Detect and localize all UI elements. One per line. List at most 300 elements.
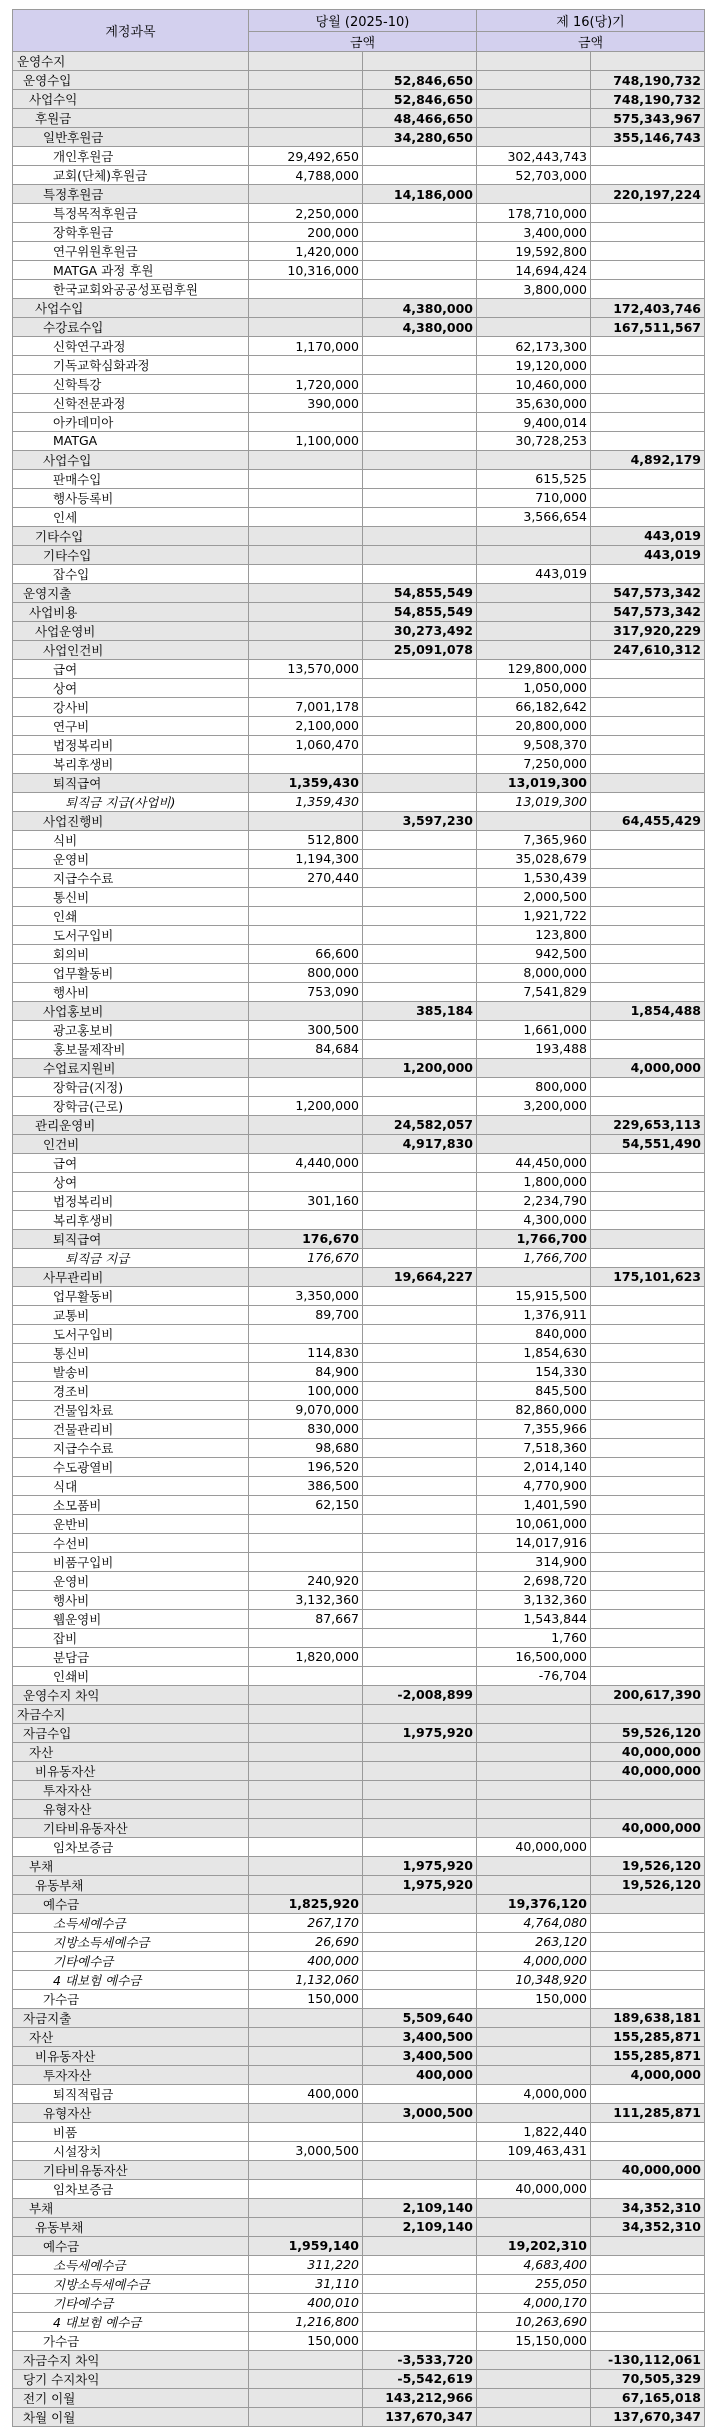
- row-label: 퇴직적립금: [13, 2084, 249, 2103]
- row-value-c4: [591, 280, 705, 299]
- row-value-c3: 2,014,140: [477, 1457, 591, 1476]
- row-label: 특정후원금: [13, 185, 249, 204]
- row-label: 장학후원금: [13, 223, 249, 242]
- row-label: 자금지출: [13, 2008, 249, 2027]
- row-value-c3: [477, 2008, 591, 2027]
- row-value-c3: 30,728,253: [477, 432, 591, 451]
- row-value-c1: [249, 185, 363, 204]
- row-value-c3: [477, 1115, 591, 1134]
- table-row: [13, 2198, 705, 2217]
- row-value-c1: 270,440: [249, 868, 363, 887]
- row-label: 사무관리비: [13, 1267, 249, 1286]
- row-value-c2: [363, 261, 477, 280]
- row-value-c4: [591, 1533, 705, 1552]
- row-value-c1: 89,700: [249, 1305, 363, 1324]
- row-value-c2: 3,400,500: [363, 2027, 477, 2046]
- table-row: [13, 2407, 705, 2426]
- row-value-c4: [591, 1590, 705, 1609]
- table-row: [13, 2122, 705, 2141]
- row-label: 자금수지 차익: [13, 2350, 249, 2369]
- row-value-c3: [477, 71, 591, 90]
- row-value-c4: [591, 469, 705, 488]
- row-value-c2: 48,466,650: [363, 109, 477, 128]
- row-value-c1: [249, 526, 363, 545]
- table-row: [13, 242, 705, 261]
- table-row: [13, 375, 705, 394]
- table-row: [13, 1400, 705, 1419]
- table-row: [13, 1894, 705, 1913]
- table-row: [13, 1343, 705, 1362]
- row-value-c3: 2,698,720: [477, 1571, 591, 1590]
- row-value-c2: [363, 564, 477, 583]
- table-row: [13, 2065, 705, 2084]
- row-value-c2: [363, 223, 477, 242]
- row-value-c2: [363, 1172, 477, 1191]
- row-label: 자금수입: [13, 1723, 249, 1742]
- row-value-c4: 155,285,871: [591, 2027, 705, 2046]
- table-row: [13, 1267, 705, 1286]
- table-row: [13, 2160, 705, 2179]
- row-label: 후원금: [13, 109, 249, 128]
- row-value-c3: 4,000,170: [477, 2293, 591, 2312]
- row-value-c3: 3,400,000: [477, 223, 591, 242]
- row-value-c4: [591, 1020, 705, 1039]
- row-value-c2: 3,400,500: [363, 2046, 477, 2065]
- row-value-c3: 7,541,829: [477, 982, 591, 1001]
- row-value-c4: 167,511,567: [591, 318, 705, 337]
- row-value-c4: [591, 564, 705, 583]
- row-value-c3: 1,766,700: [477, 1229, 591, 1248]
- row-value-c2: [363, 773, 477, 792]
- row-label: 업무활동비: [13, 1286, 249, 1305]
- row-label: 상여: [13, 678, 249, 697]
- row-value-c4: 34,352,310: [591, 2217, 705, 2236]
- row-value-c1: [249, 754, 363, 773]
- row-value-c2: [363, 432, 477, 451]
- row-value-c4: [591, 2141, 705, 2160]
- table-row: [13, 868, 705, 887]
- row-value-c4: 70,505,329: [591, 2369, 705, 2388]
- row-value-c3: 52,703,000: [477, 166, 591, 185]
- row-value-c2: 5,509,640: [363, 2008, 477, 2027]
- row-value-c1: [249, 488, 363, 507]
- row-value-c1: [249, 925, 363, 944]
- row-value-c2: [363, 1229, 477, 1248]
- row-value-c3: 263,120: [477, 1932, 591, 1951]
- row-label: 예수금: [13, 2236, 249, 2255]
- row-value-c2: [363, 2236, 477, 2255]
- row-value-c1: [249, 1115, 363, 1134]
- table-row: [13, 1552, 705, 1571]
- table-row: [13, 1704, 705, 1723]
- row-value-c2: [363, 1039, 477, 1058]
- row-value-c3: [477, 526, 591, 545]
- row-value-c3: 7,250,000: [477, 754, 591, 773]
- row-label: 가수금: [13, 2331, 249, 2350]
- row-value-c4: [591, 1780, 705, 1799]
- row-value-c1: [249, 356, 363, 375]
- row-value-c3: [477, 2369, 591, 2388]
- table-row: [13, 166, 705, 185]
- table-row: [13, 147, 705, 166]
- row-value-c2: [363, 526, 477, 545]
- row-label: 예수금: [13, 1894, 249, 1913]
- row-label: 법정복리비: [13, 735, 249, 754]
- row-value-c2: 52,846,650: [363, 90, 477, 109]
- row-value-c4: [591, 394, 705, 413]
- row-label: 소득세예수금: [13, 1913, 249, 1932]
- row-value-c3: [477, 2065, 591, 2084]
- row-value-c4: [591, 1153, 705, 1172]
- row-label: 기타비유동자산: [13, 1818, 249, 1837]
- row-label: 시설장치: [13, 2141, 249, 2160]
- row-value-c3: 193,488: [477, 1039, 591, 1058]
- row-value-c4: [591, 2084, 705, 2103]
- row-value-c1: 1,359,430: [249, 792, 363, 811]
- header-amount-previous: 금액: [477, 32, 705, 52]
- row-value-c2: [363, 1324, 477, 1343]
- row-value-c4: 175,101,623: [591, 1267, 705, 1286]
- table-row: [13, 1780, 705, 1799]
- row-label: 장학금(근로): [13, 1096, 249, 1115]
- row-label: 통신비: [13, 1343, 249, 1362]
- row-value-c2: 3,597,230: [363, 811, 477, 830]
- table-row: [13, 2255, 705, 2274]
- row-value-c4: 54,551,490: [591, 1134, 705, 1153]
- table-row: [13, 261, 705, 280]
- row-label: 개인후원금: [13, 147, 249, 166]
- table-row: [13, 887, 705, 906]
- row-value-c2: [363, 1951, 477, 1970]
- row-value-c3: [477, 1875, 591, 1894]
- row-value-c2: [363, 356, 477, 375]
- row-value-c4: 1,854,488: [591, 1001, 705, 1020]
- row-value-c1: [249, 1134, 363, 1153]
- table-row: [13, 223, 705, 242]
- row-label: 유형자산: [13, 2103, 249, 2122]
- table-row: [13, 2103, 705, 2122]
- table-row: [13, 1172, 705, 1191]
- row-value-c1: 4,788,000: [249, 166, 363, 185]
- row-value-c2: [363, 792, 477, 811]
- table-row: [13, 2331, 705, 2350]
- table-row: [13, 1495, 705, 1514]
- row-value-c1: 1,959,140: [249, 2236, 363, 2255]
- table-row: [13, 507, 705, 526]
- row-label: 인쇄: [13, 906, 249, 925]
- row-value-c2: [363, 1666, 477, 1685]
- row-value-c4: [591, 1400, 705, 1419]
- row-value-c4: 4,000,000: [591, 1058, 705, 1077]
- row-value-c1: [249, 90, 363, 109]
- row-value-c3: [477, 1799, 591, 1818]
- row-value-c4: [591, 1077, 705, 1096]
- row-label: 인세: [13, 507, 249, 526]
- row-value-c4: 4,892,179: [591, 450, 705, 469]
- row-value-c3: 443,019: [477, 564, 591, 583]
- table-row: [13, 2027, 705, 2046]
- table-row: [13, 2141, 705, 2160]
- row-label: 일반후원금: [13, 128, 249, 147]
- row-value-c2: [363, 1191, 477, 1210]
- table-row: [13, 2084, 705, 2103]
- row-label: 퇴직급여: [13, 1229, 249, 1248]
- row-value-c3: 20,800,000: [477, 716, 591, 735]
- row-value-c1: [249, 450, 363, 469]
- row-value-c2: [363, 2274, 477, 2293]
- row-value-c1: 26,690: [249, 1932, 363, 1951]
- row-label: 기타예수금: [13, 1951, 249, 1970]
- row-label: 유형자산: [13, 1799, 249, 1818]
- row-value-c4: [591, 830, 705, 849]
- table-row: [13, 1628, 705, 1647]
- row-value-c1: 301,160: [249, 1191, 363, 1210]
- table-row: [13, 450, 705, 469]
- row-label: 투자자산: [13, 2065, 249, 2084]
- row-label: 급여: [13, 659, 249, 678]
- row-value-c3: 62,173,300: [477, 337, 591, 356]
- row-value-c3: 13,019,300: [477, 773, 591, 792]
- row-label: 업무활동비: [13, 963, 249, 982]
- row-value-c3: 10,348,920: [477, 1970, 591, 1989]
- row-label: 차월 이월: [13, 2407, 249, 2426]
- row-value-c2: [363, 1495, 477, 1514]
- row-value-c3: 15,915,500: [477, 1286, 591, 1305]
- row-value-c4: [591, 1609, 705, 1628]
- row-value-c2: 400,000: [363, 2065, 477, 2084]
- row-value-c2: [363, 1780, 477, 1799]
- row-value-c2: [363, 1457, 477, 1476]
- row-value-c1: [249, 1210, 363, 1229]
- row-value-c2: [363, 450, 477, 469]
- row-value-c2: [363, 1381, 477, 1400]
- table-row: [13, 659, 705, 678]
- row-value-c4: 40,000,000: [591, 1742, 705, 1761]
- row-value-c1: [249, 280, 363, 299]
- row-value-c1: [249, 52, 363, 71]
- row-value-c3: 35,028,679: [477, 849, 591, 868]
- row-value-c2: [363, 1571, 477, 1590]
- row-value-c3: 845,500: [477, 1381, 591, 1400]
- table-row: [13, 1457, 705, 1476]
- table-row: [13, 1381, 705, 1400]
- table-row: [13, 1989, 705, 2008]
- row-value-c4: [591, 337, 705, 356]
- row-value-c4: 19,526,120: [591, 1856, 705, 1875]
- row-value-c3: 10,061,000: [477, 1514, 591, 1533]
- row-label: 발송비: [13, 1362, 249, 1381]
- row-value-c2: [363, 488, 477, 507]
- row-value-c4: 355,146,743: [591, 128, 705, 147]
- row-value-c4: [591, 2293, 705, 2312]
- row-value-c3: [477, 2407, 591, 2426]
- row-value-c3: 1,760: [477, 1628, 591, 1647]
- row-label: 기독교학심화과정: [13, 356, 249, 375]
- row-value-c4: 229,653,113: [591, 1115, 705, 1134]
- row-value-c1: 150,000: [249, 2331, 363, 2350]
- row-value-c3: 1,822,440: [477, 2122, 591, 2141]
- row-label: 사업홍보비: [13, 1001, 249, 1020]
- row-value-c4: [591, 223, 705, 242]
- row-value-c1: 84,684: [249, 1039, 363, 1058]
- row-value-c3: [477, 2388, 591, 2407]
- row-value-c3: 4,300,000: [477, 1210, 591, 1229]
- row-value-c1: [249, 1818, 363, 1837]
- row-value-c1: 390,000: [249, 394, 363, 413]
- row-value-c4: [591, 2236, 705, 2255]
- row-label: 신학전문과정: [13, 394, 249, 413]
- table-row: [13, 640, 705, 659]
- row-value-c2: [363, 147, 477, 166]
- table-row: [13, 1191, 705, 1210]
- row-value-c3: [477, 1780, 591, 1799]
- row-label: 지급수수료: [13, 1438, 249, 1457]
- row-value-c4: [591, 1248, 705, 1267]
- row-value-c3: 800,000: [477, 1077, 591, 1096]
- row-label: 식대: [13, 1476, 249, 1495]
- row-label: 유동부채: [13, 1875, 249, 1894]
- row-label: 신학연구과정: [13, 337, 249, 356]
- row-value-c3: 4,764,080: [477, 1913, 591, 1932]
- row-value-c2: [363, 52, 477, 71]
- row-value-c4: [591, 432, 705, 451]
- row-value-c2: [363, 337, 477, 356]
- row-value-c2: [363, 1989, 477, 2008]
- row-value-c4: 59,526,120: [591, 1723, 705, 1742]
- row-value-c1: [249, 1742, 363, 1761]
- row-value-c2: [363, 2179, 477, 2198]
- row-value-c3: [477, 602, 591, 621]
- table-row: [13, 773, 705, 792]
- row-label: 웹운영비: [13, 1609, 249, 1628]
- table-row: [13, 1856, 705, 1875]
- row-label: 급여: [13, 1153, 249, 1172]
- row-value-c4: 575,343,967: [591, 109, 705, 128]
- row-value-c2: [363, 1932, 477, 1951]
- row-value-c2: [363, 413, 477, 432]
- row-value-c1: [249, 1704, 363, 1723]
- row-value-c4: 34,352,310: [591, 2198, 705, 2217]
- row-label: 수도광열비: [13, 1457, 249, 1476]
- row-value-c1: 800,000: [249, 963, 363, 982]
- row-label: 퇴직금 지급(사업비): [13, 792, 249, 811]
- row-label: 투자자산: [13, 1780, 249, 1799]
- row-value-c2: [363, 1362, 477, 1381]
- row-value-c1: [249, 2065, 363, 2084]
- row-value-c3: 19,202,310: [477, 2236, 591, 2255]
- table-row: [13, 488, 705, 507]
- row-value-c4: 40,000,000: [591, 1761, 705, 1780]
- row-value-c3: 710,000: [477, 488, 591, 507]
- row-value-c1: 267,170: [249, 1913, 363, 1932]
- row-value-c4: [591, 52, 705, 71]
- row-value-c3: [477, 2350, 591, 2369]
- row-value-c1: 9,070,000: [249, 1400, 363, 1419]
- row-value-c4: [591, 147, 705, 166]
- table-row: [13, 2217, 705, 2236]
- row-label: 경조비: [13, 1381, 249, 1400]
- row-value-c1: 10,316,000: [249, 261, 363, 280]
- row-value-c4: [591, 507, 705, 526]
- row-value-c2: [363, 1913, 477, 1932]
- row-label: 임차보증금: [13, 1837, 249, 1856]
- row-value-c1: [249, 469, 363, 488]
- table-row: [13, 52, 705, 71]
- row-value-c2: 137,670,347: [363, 2407, 477, 2426]
- table-row: [13, 811, 705, 830]
- row-value-c3: 4,770,900: [477, 1476, 591, 1495]
- row-value-c2: [363, 1837, 477, 1856]
- row-value-c1: [249, 602, 363, 621]
- row-value-c2: [363, 1305, 477, 1324]
- table-row: [13, 982, 705, 1001]
- row-label: 관리운영비: [13, 1115, 249, 1134]
- table-row: [13, 1875, 705, 1894]
- row-value-c1: [249, 2179, 363, 2198]
- table-row: [13, 1096, 705, 1115]
- row-value-c2: [363, 716, 477, 735]
- row-label: 운영수입: [13, 71, 249, 90]
- table-row: [13, 337, 705, 356]
- row-label: 사업비용: [13, 602, 249, 621]
- row-value-c3: 4,683,400: [477, 2255, 591, 2274]
- row-value-c4: [591, 1647, 705, 1666]
- row-value-c2: [363, 1533, 477, 1552]
- row-label: 사업수입: [13, 299, 249, 318]
- row-value-c2: [363, 735, 477, 754]
- row-value-c4: [591, 356, 705, 375]
- row-value-c3: 3,132,360: [477, 1590, 591, 1609]
- table-row: [13, 1305, 705, 1324]
- row-label: 기타예수금: [13, 2293, 249, 2312]
- row-value-c4: [591, 413, 705, 432]
- row-value-c2: 2,109,140: [363, 2217, 477, 2236]
- row-label: 분담금: [13, 1647, 249, 1666]
- table-row: [13, 280, 705, 299]
- row-value-c1: [249, 128, 363, 147]
- row-value-c3: 35,630,000: [477, 394, 591, 413]
- row-value-c2: 4,917,830: [363, 1134, 477, 1153]
- row-value-c4: 189,638,181: [591, 2008, 705, 2027]
- row-label: 교회(단체)후원금: [13, 166, 249, 185]
- row-value-c4: [591, 1970, 705, 1989]
- table-row: [13, 545, 705, 564]
- row-value-c3: 1,854,630: [477, 1343, 591, 1362]
- row-value-c3: [477, 1001, 591, 1020]
- row-value-c4: [591, 1932, 705, 1951]
- row-value-c4: 547,573,342: [591, 602, 705, 621]
- table-row: [13, 1077, 705, 1096]
- row-value-c2: 25,091,078: [363, 640, 477, 659]
- row-value-c1: 300,500: [249, 1020, 363, 1039]
- row-value-c3: [477, 2103, 591, 2122]
- row-value-c4: [591, 242, 705, 261]
- row-label: 홍보물제작비: [13, 1039, 249, 1058]
- row-value-c4: [591, 1457, 705, 1476]
- row-value-c3: [477, 811, 591, 830]
- row-value-c1: 1,420,000: [249, 242, 363, 261]
- row-label: 소모품비: [13, 1495, 249, 1514]
- row-label: 비유동자산: [13, 1761, 249, 1780]
- row-value-c2: [363, 1514, 477, 1533]
- row-value-c1: 100,000: [249, 1381, 363, 1400]
- row-value-c3: 150,000: [477, 1989, 591, 2008]
- table-row: [13, 1419, 705, 1438]
- row-value-c3: 8,000,000: [477, 963, 591, 982]
- row-value-c4: [591, 868, 705, 887]
- table-body: [13, 52, 705, 2427]
- row-label: 교통비: [13, 1305, 249, 1324]
